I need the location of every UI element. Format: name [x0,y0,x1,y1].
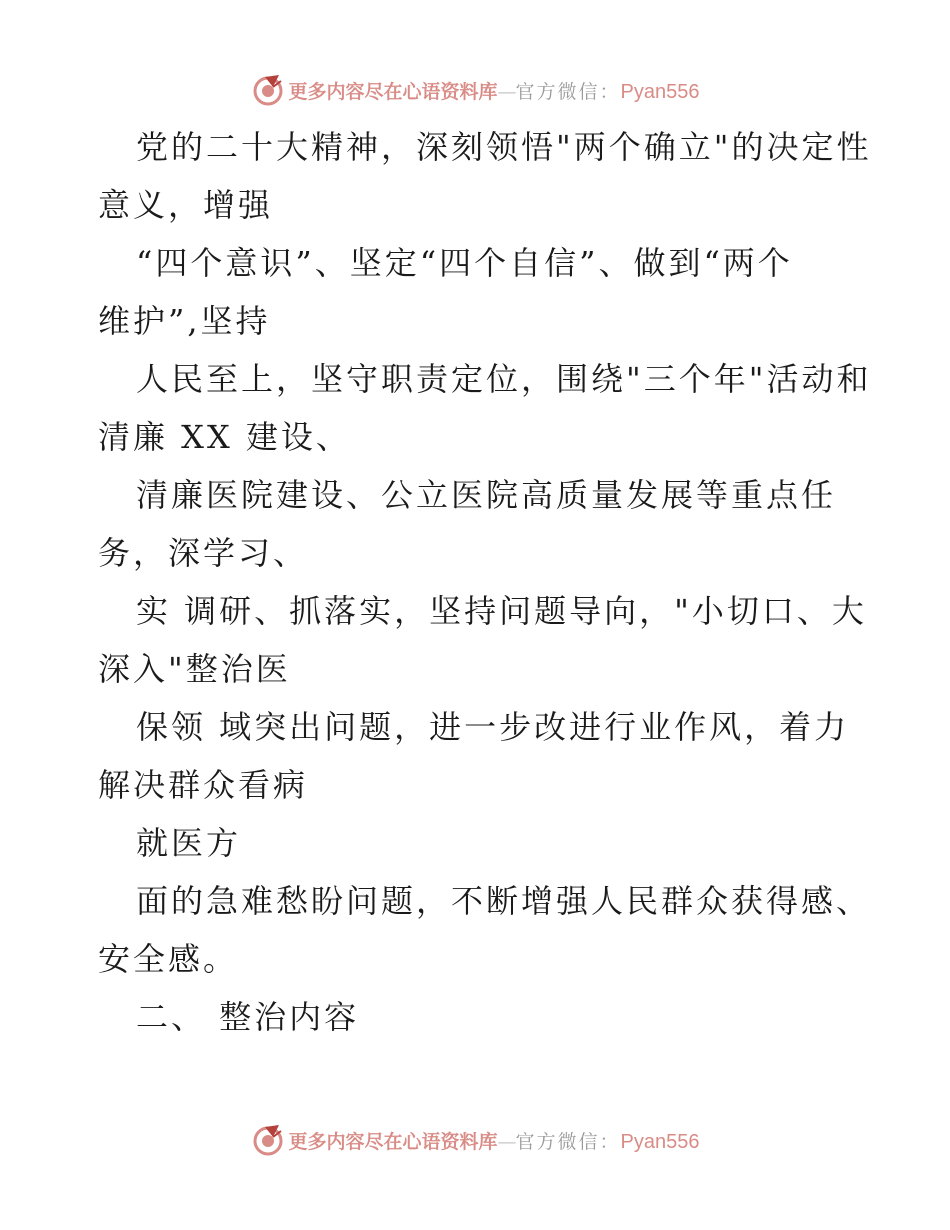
watermark-wechat-id: Pyan556 [620,80,700,103]
paragraph-line: 清廉医院建设、公立医院高质量发展等重点任 [136,476,837,514]
watermark-wechat-label: 官方微信： [515,80,621,103]
watermark-text [289,1127,700,1154]
paragraph-line: 深入"整治医 [98,650,291,688]
watermark-text [289,77,700,104]
watermark-wechat-label: 官方微信： [515,1130,621,1153]
paragraph-line: 人民至上，坚守职责定位，围绕"三个年"活动和 [136,360,872,398]
paragraph-line: 就医方 [136,824,242,862]
section-heading: 二、 整治内容 [136,998,360,1036]
watermark-footer [0,1120,950,1160]
paragraph-line: 解决群众看病 [98,766,309,804]
brand-logo-icon [251,1123,285,1157]
paragraph-line: 意义，增强 [98,186,274,224]
paragraph-line: 面的急难愁盼问题，不断增强人民群众获得感、 [136,882,872,920]
document-body [98,118,872,1046]
paragraph-line: 务，深学习、 [98,534,309,572]
paragraph-line: 维护”,坚持 [98,302,271,340]
paragraph-line: 党的二十大精神，深刻领悟"两个确立"的决定性 [136,128,872,166]
brand-logo-icon [251,73,285,107]
watermark-separator: — [497,80,516,103]
paragraph-line: “四个意识”、坚定“四个自信”、做到“两个 [136,244,793,282]
paragraph-line: 保领 域突出问题，进一步改进行业作风，着力 [136,708,850,746]
watermark-brand: 更多内容尽在心语资料库 [288,1130,498,1153]
paragraph-line: 实 调研、抓落实，坚持问题导向，"小切口、大 [136,592,867,630]
watermark-brand: 更多内容尽在心语资料库 [288,80,498,103]
paragraph-line: 安全感。 [98,940,239,978]
paragraph-line: 清廉 XX 建设、 [98,418,351,456]
watermark-wechat-id: Pyan556 [620,1130,700,1153]
watermark-separator: — [497,1130,516,1153]
watermark-header [0,70,950,110]
